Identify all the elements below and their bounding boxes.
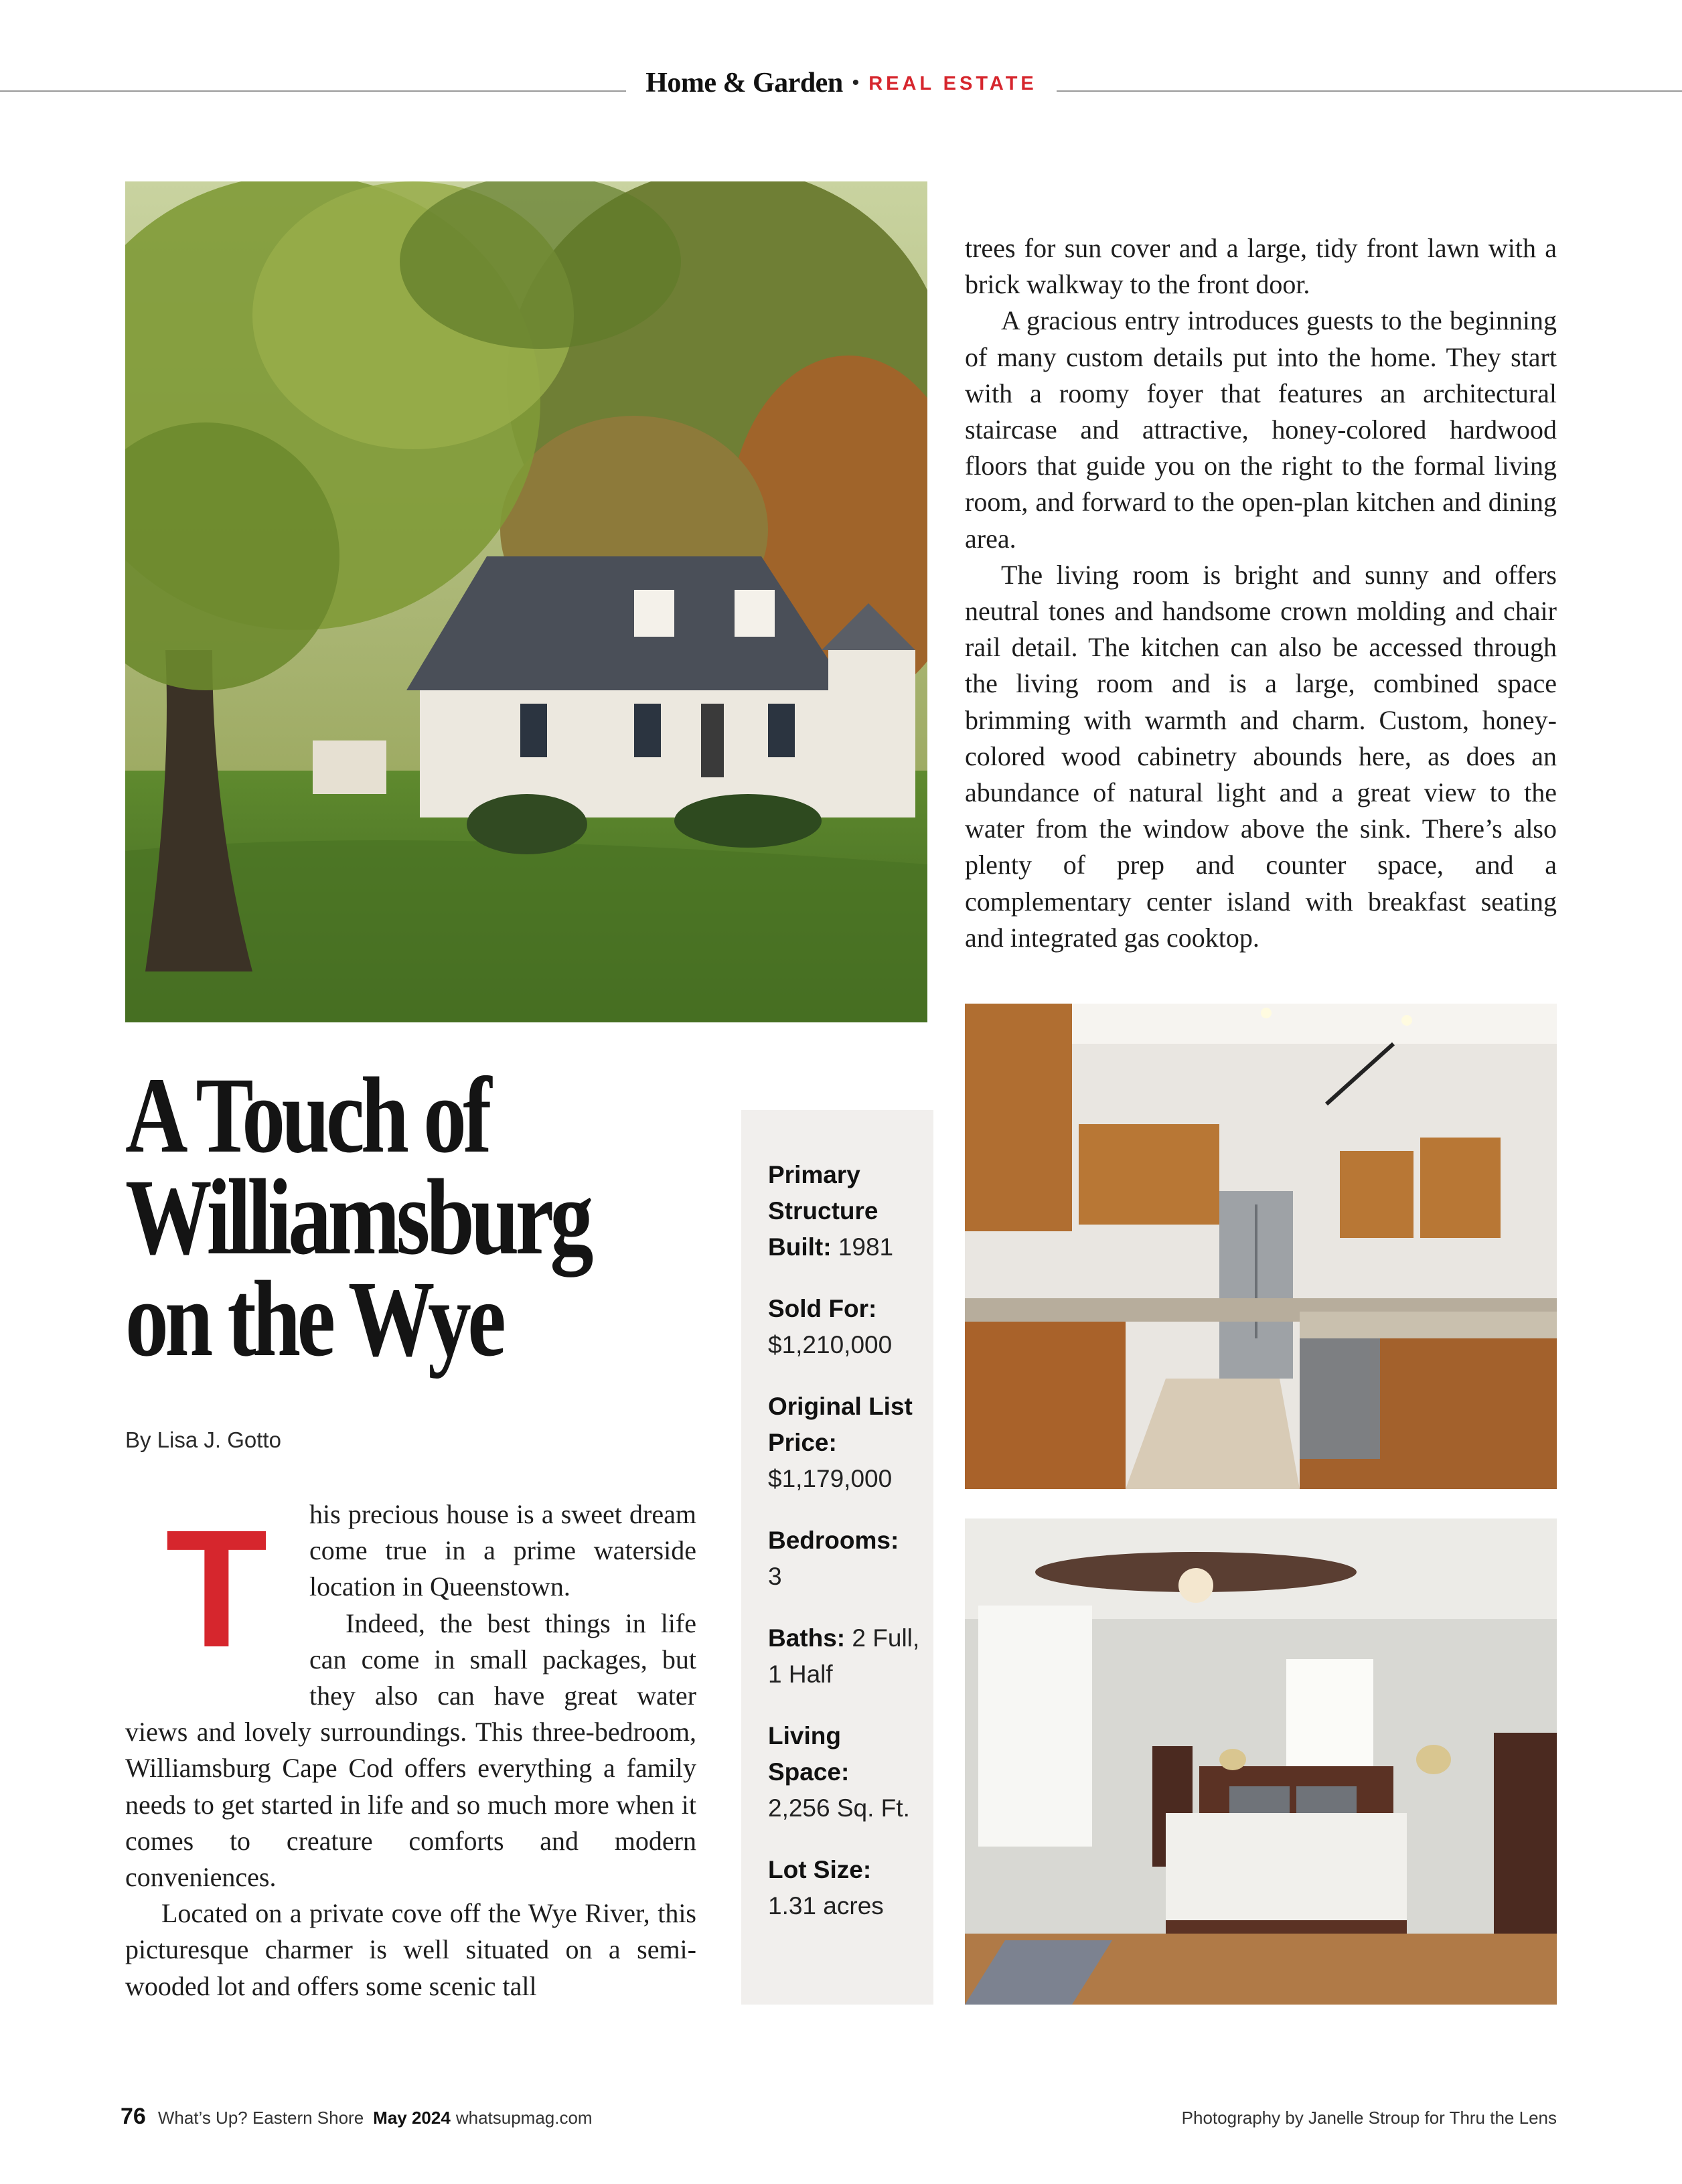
fact-value: $1,179,000 bbox=[768, 1465, 893, 1492]
fact-label: Sold For: bbox=[768, 1295, 877, 1322]
footer-folio bbox=[121, 2104, 593, 2130]
article-title bbox=[125, 1056, 607, 1379]
title-line: Williamsburg bbox=[125, 1158, 590, 1277]
fact-value: 1.31 acres bbox=[768, 1892, 884, 1920]
bedroom-photo bbox=[965, 1518, 1557, 2005]
section-category: REAL ESTATE bbox=[868, 73, 1037, 94]
drop-cap bbox=[165, 1495, 309, 1683]
section-header bbox=[626, 67, 1057, 99]
fact-value: 3 bbox=[768, 1563, 782, 1590]
fact-sold-for bbox=[768, 1291, 922, 1363]
paragraph: Located on a private cove off the Wye River, this picturesque charmer is well situated on a semi-wooded lot and offers some scenic tall bbox=[125, 1898, 696, 2001]
website-link[interactable]: whatsupmag.com bbox=[455, 2108, 593, 2128]
fact-lot-size bbox=[768, 1852, 922, 1924]
paragraph: trees for sun cover and a large, tidy front lawn with a brick walkway to the front door. bbox=[965, 233, 1557, 300]
paragraph: Indeed, the best things in life can come in small packages, but they also can have great water views and lovely surroundings. This three-bedroom, Williamsburg Cape Cod offers everything a family needs to get started in life and so much more when it comes to creature comforts and modern conveniences. bbox=[125, 1608, 696, 1893]
issue-date: May 2024 bbox=[373, 2108, 451, 2128]
title-line: on the Wye bbox=[125, 1259, 503, 1379]
fact-value: 2 Full, 1 Half bbox=[768, 1624, 920, 1688]
paragraph: his precious house is a sweet dream come true in a prime waterside location in Queenstown. bbox=[309, 1499, 696, 1602]
publication-name: What’s Up? Eastern Shore bbox=[157, 2108, 364, 2128]
kitchen-photo bbox=[965, 1004, 1557, 1489]
fact-year-built bbox=[768, 1157, 922, 1265]
paragraph: A gracious entry introduces guests to the beginning of many custom details put into the home. They start with a roomy foyer that features an architectural staircase and attractive, honey-colored hardwood floors that guide you on the right to the formal living room, and forward to the open-plan kitchen and dining area. bbox=[965, 305, 1557, 554]
fact-label: Primary Structure Built: bbox=[768, 1161, 878, 1261]
paragraph: The living room is bright and sunny and offers neutral tones and handsome crown molding and chair rail detail. The kitchen can also be accessed through the living room and is a large, combined space brimming with warmth and charm. Custom, honey-colored wood cabinetry abounds here, as does an abundance of natural light and a great view to the water from the window above the sink. There’s also plenty of prep and counter space, and a complementary center island with breakfast seating and integrated gas cooktop. bbox=[965, 559, 1557, 953]
fact-label: Baths: bbox=[768, 1624, 846, 1652]
fact-label: Lot Size: bbox=[768, 1856, 872, 1883]
fact-value: 1981 bbox=[838, 1233, 894, 1261]
page-number: 76 bbox=[121, 2104, 146, 2129]
title-line: A Touch of bbox=[125, 1056, 488, 1176]
fact-label: Original List Price: bbox=[768, 1393, 913, 1456]
byline: By Lisa J. Gotto bbox=[125, 1427, 281, 1452]
section-name: Home & Garden bbox=[645, 68, 843, 98]
fact-label: Living Space: bbox=[768, 1722, 850, 1786]
photo-credit: Photography by Janelle Stroup for Thru the Lens bbox=[1181, 2108, 1557, 2128]
fact-list-price bbox=[768, 1389, 922, 1497]
header-rule-left bbox=[0, 90, 626, 92]
header-separator: • bbox=[852, 72, 860, 94]
header-rule-right bbox=[1057, 90, 1682, 92]
article-body-right bbox=[965, 230, 1557, 956]
property-facts-box bbox=[741, 1110, 933, 2005]
fact-value: 2,256 Sq. Ft. bbox=[768, 1794, 910, 1822]
fact-living-space bbox=[768, 1718, 922, 1826]
house-exterior-photo bbox=[125, 181, 927, 1022]
fact-label: Bedrooms: bbox=[768, 1527, 899, 1554]
fact-bedrooms bbox=[768, 1523, 922, 1595]
drop-cap-letter: T bbox=[165, 1495, 268, 1682]
fact-baths bbox=[768, 1620, 922, 1693]
fact-value: $1,210,000 bbox=[768, 1331, 893, 1358]
article-body-left bbox=[125, 1496, 696, 2005]
